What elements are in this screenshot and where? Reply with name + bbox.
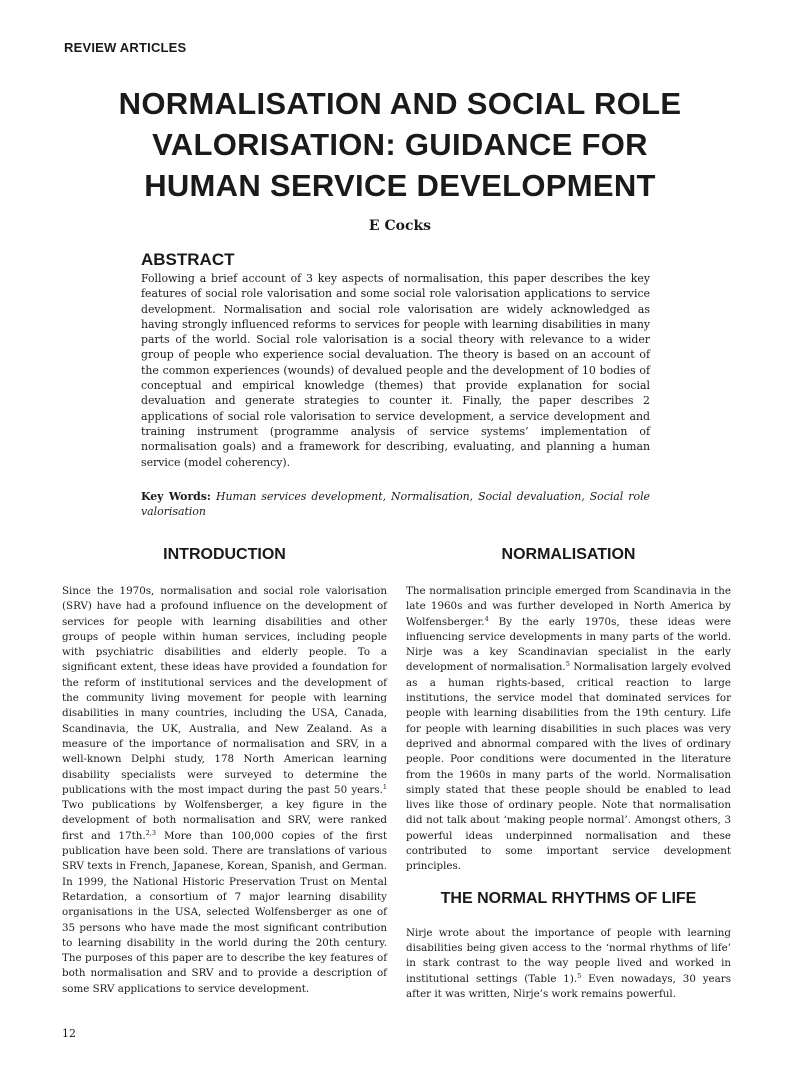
citation-ref: 5 (577, 971, 582, 980)
citation-ref: 4 (484, 614, 489, 623)
rhythms-heading: THE NORMAL RHYTHMS OF LIFE (440, 889, 697, 907)
abstract-heading: ABSTRACT (141, 250, 235, 269)
normalisation-heading: NORMALISATION (501, 546, 636, 563)
title-line-3: HUMAN SERVICE DEVELOPMENT (144, 168, 656, 203)
citation-ref: 1 (382, 782, 387, 791)
introduction-heading: INTRODUCTION (163, 546, 286, 563)
normalisation-paragraph (406, 584, 731, 875)
keywords-list: Human services development, Normalisation, Social devaluation, Social role valorisation (141, 489, 650, 519)
section-label: REVIEW ARTICLES (64, 40, 187, 55)
citation-ref: 2,3 (145, 828, 157, 837)
rhythms-text-2: Even nowadays, 30 years after it was written, Nirje’s work remains powerful. (406, 972, 731, 1000)
norm-text-3: Normalisation largely evolved as a human rights-based, critical reaction to large institutions, the service model that dominated services for people with learning disabilities from the 19th century. Life for people with learning disabilities in such places was very deprived and abnormal compared with the lives of ordinary people. Poor conditions were documented in the literature from the 1960s in many parts of the world. Normalisation simply stated that these people should be enabled to lead lives like those of ordinary people. Note that normalisation did not talk about ‘making people normal’. Amongst others, 3 powerful ideas underpinned normalisation and these contributed to some important service development principles. (406, 661, 731, 873)
title-line-1: NORMALISATION AND SOCIAL ROLE (118, 86, 682, 121)
citation-ref: 5 (565, 660, 570, 669)
keywords (141, 489, 650, 520)
keywords-label: Key Words: (141, 489, 211, 503)
introduction-column (62, 545, 387, 997)
norm-text-2: By the early 1970s, these ideas were influencing service developments in many parts of the world. Nirje was a key Scandinavian specialist in the early development of normalisation. (406, 615, 731, 674)
title-line-2: VALORISATION: GUIDANCE FOR (152, 127, 648, 162)
abstract-block (141, 250, 650, 519)
author-name: E Cocks (368, 218, 432, 234)
rhythms-paragraph (406, 926, 731, 1002)
intro-text-1: Since the 1970s, normalisation and social role valorisation (SRV) have had a profound influence on the development of services for people with learning disabilities and other groups of people within human services, including people with psychiatric disabilities and elderly people. To a significant extent, these ideas have provided a foundation for the reform of institutional services and the development of the community living movement for people with learning disabilities in many countries, including the USA, Canada, Scandinavia, the UK, Australia, and New Zealand. As a measure of the importance of normalisation and SRV, in a well-known Delphi study, 178 North American learning disability specialists were surveyed to determine the publications with the most impact during the past 50 years. (62, 585, 387, 796)
intro-text-3: More than 100,000 copies of the first publication have been sold. There are translations of various SRV texts in French, Japanese, Korean, Spanish, and German. In 1999, the National Historic Preservation Trust on Mental Retardation, a consortium of 7 major learning disability organisations in the USA, selected Wolfensberger as one of 35 persons who have made the most significant contribution to learning disability in the world during the 20th century. The purposes of this paper are to describe the key features of both normalisation and SRV and to provide a description of some SRV applications to service development. (62, 829, 388, 995)
intro-text-2: Two publications by Wolfensberger, a key figure in the development of both normalisation and SRV, were ranked first and 17th. (62, 799, 387, 842)
normalisation-column (406, 545, 731, 1002)
introduction-paragraph (62, 584, 387, 997)
norm-text-1: The normalisation principle emerged from Scandinavia in the late 1960s and was further developed in North America by Wolfensberger. (406, 585, 731, 628)
rhythms-text-1: Nirje wrote about the importance of people with learning disabilities being given access to the ‘normal rhythms of life’ in stark contrast to the way people lived and worked in institutional settings (Table 1). (406, 926, 731, 985)
abstract-text: Following a brief account of 3 key aspects of normalisation, this paper describes the key features of social role valorisation and some social role valorisation applications to service development. Normalisation and social role valorisation are widely acknowledged as having strongly influenced reforms to services for people with learning disabilities in many parts of the world. Social role valorisation is a social theory with relevance to a wider group of people who experience social devaluation. The theory is based on an account of the common experiences (wounds) of devalued people and the development of 10 bodies of conceptual and empirical knowledge (themes) that provide explanation for social devaluation and generate strategies to counter it. Finally, the paper describes 2 applications of social role valorisation to service development, a service development and training instrument (programme analysis of service systems’ implementation of normalisation goals) and a framework for describing, evaluating, and planning a human service (model coherency). (141, 272, 650, 469)
article-title (40, 83, 760, 206)
page-number: 12 (62, 1027, 76, 1040)
